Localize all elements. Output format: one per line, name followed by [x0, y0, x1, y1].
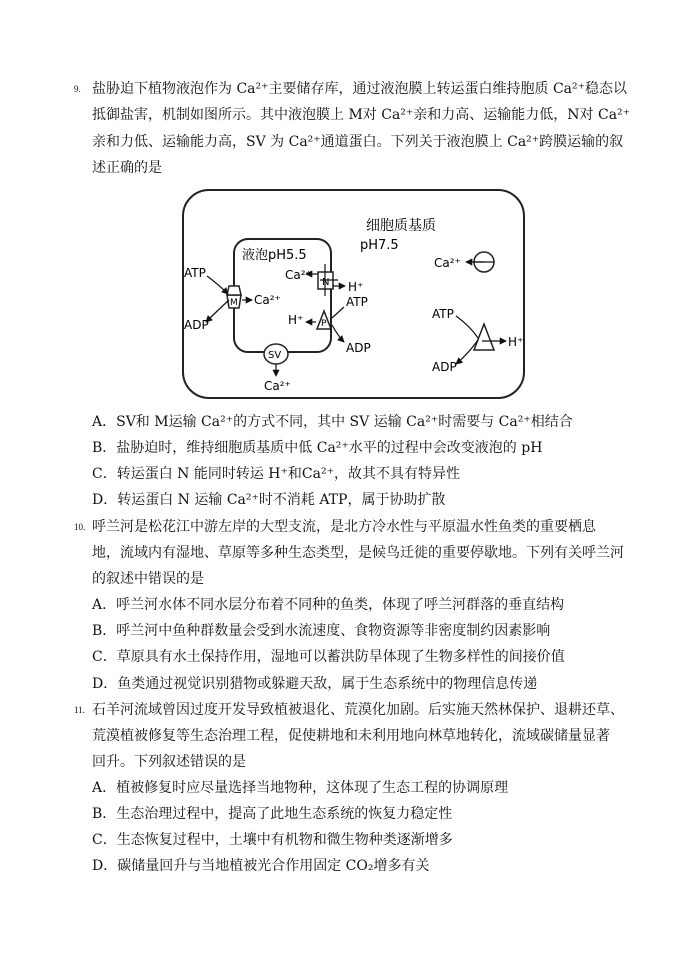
cytoplasm-ph-label: pH7.5	[360, 238, 399, 253]
question-stem-line: 盐胁迫下植物液泡作为 Ca²⁺主要储存库，通过液泡膜上转运蛋白维持胞质 Ca²⁺稳态以	[92, 81, 628, 97]
question-stem-line: 的叙述中错误的是	[92, 571, 204, 587]
answer-option-a: A．呼兰河水体不同水层分布着不同种的鱼类，体现了呼兰河群落的垂直结构	[92, 597, 565, 613]
channel-sv-label: SV	[268, 350, 282, 361]
h-label: H⁺	[288, 313, 304, 327]
adp-label: ADP	[184, 318, 209, 332]
question-stem-line: 回升。下列叙述错误的是	[92, 754, 246, 770]
answer-option-c: C．生态恢复过程中，土壤中有机物和微生物种类逐渐增多	[92, 832, 453, 848]
atp-label: ATP	[346, 295, 368, 309]
atp-label: ATP	[432, 307, 454, 321]
transporter-p-label: P	[321, 319, 327, 329]
question-number: 9.	[74, 84, 81, 94]
transporter-n-label: N	[322, 277, 330, 288]
transporter-m-label: M	[230, 298, 238, 308]
vacuole-label: 液泡pH5.5	[242, 248, 307, 263]
answer-option-b: B．呼兰河中鱼种群数量会受到水流速度、食物资源等非密度制约因素影响	[92, 623, 551, 639]
h-label: H⁺	[508, 335, 524, 349]
question-stem-line: 呼兰河是松花江中游左岸的大型支流，是北方冷水性与平原温水性鱼类的重要栖息	[92, 519, 596, 535]
ca-label: Ca²⁺	[434, 256, 461, 270]
question-stem-line: 述正确的是	[92, 160, 162, 176]
question-stem-line: 地，流域内有湿地、草原等多种生态类型，是候鸟迁徙的重要停歇地。下列有关呼兰河	[92, 545, 624, 561]
ca-label: Ca²⁺	[254, 293, 281, 307]
h-label: H⁺	[348, 280, 364, 294]
answer-option-a: A．植被修复时应尽量选择当地物种，这体现了生态工程的协调原理	[92, 780, 509, 796]
answer-option-d: D．转运蛋白 N 运输 Ca²⁺时不消耗 ATP，属于协助扩散	[92, 492, 446, 508]
vacuole-transport-diagram	[182, 188, 526, 400]
cytoplasm-label: 细胞质基质	[366, 218, 436, 234]
answer-option-d: D．鱼类通过视觉识别猎物或躲避天敌，属于生态系统中的物理信息传递	[92, 676, 538, 692]
question-number: 10.	[74, 522, 86, 532]
answer-option-c: C．草原具有水土保持作用，湿地可以蓄洪防旱体现了生物多样性的间接价值	[92, 649, 565, 665]
answer-option-a: A．SV和 M运输 Ca²⁺的方式不同，其中 SV 运输 Ca²⁺时需要与 Ca²⁺相结合	[92, 414, 573, 430]
ca-label: Ca²⁺	[264, 379, 291, 393]
ca-label: Ca²⁺	[285, 268, 312, 282]
answer-option-c: C．转运蛋白 N 能同时转运 H⁺和Ca²⁺，故其不具有特异性	[92, 466, 460, 482]
question-number: 11.	[74, 705, 85, 715]
answer-option-b: B．盐胁迫时，维持细胞质基质中低 Ca²⁺水平的过程中会改变液泡的 pH	[92, 440, 543, 456]
adp-label: ADP	[432, 360, 457, 374]
question-stem-line: 抵御盐害，机制如图所示。其中液泡膜上 M对 Ca²⁺亲和力高、运输能力低，N对 Ca²⁺	[92, 107, 631, 123]
atp-label: ATP	[184, 266, 206, 280]
answer-option-b: B．生态治理过程中，提高了此地生态系统的恢复力稳定性	[92, 806, 453, 822]
question-stem-line: 石羊河流域曾因过度开发导致植被退化、荒漠化加剧。后实施天然林保护、退耕还草、	[92, 702, 624, 718]
answer-option-d: D．碳储量回升与当地植被光合作用固定 CO₂增多有关	[92, 858, 430, 874]
question-stem-line: 亲和力低、运输能力高，SV 为 Ca²⁺通道蛋白。下列关于液泡膜上 Ca²⁺跨膜运输的叙	[92, 134, 624, 150]
question-stem-line: 荒漠植被修复等生态治理工程，促使耕地和未利用地向林草地转化，流域碳储量显著	[92, 728, 610, 744]
adp-label: ADP	[346, 341, 371, 355]
